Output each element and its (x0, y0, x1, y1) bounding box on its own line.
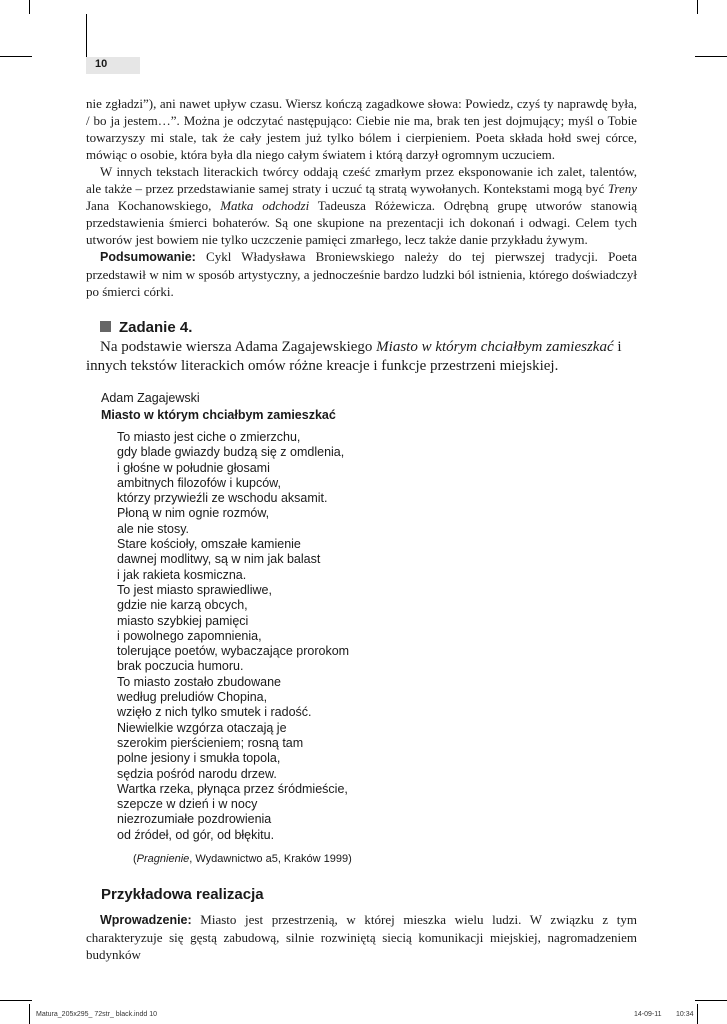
crop-mark (86, 14, 87, 58)
section-heading: Przykładowa realizacja (101, 886, 264, 903)
poem-line: dawnej modlitwy, są w nim jak balast (117, 552, 321, 567)
footer-date: 14-09-11 (634, 1011, 662, 1018)
poem-line: od źródeł, od gór, od błękitu. (117, 827, 275, 842)
poem-line: gdzie nie karzą obcych, (117, 598, 248, 613)
poem-line: brak poczucia humoru. (117, 659, 244, 674)
paragraph-1: nie zgładzi”), ani nawet upływ czasu. Wiersz kończą zagadkowe słowa: Powiedz, czyś ty naprawdę była, / bo ja jestem…”. Można je odczytać następująco: Ciebie nie ma, brak ten jest dojmujący; myśl o Tobie towarzyszy mi stale, tak że cały jestem już tylko bólem i cierpieniem. Poeta składa hołd swej córce, mówiąc o osobie, która była dla niego całym światem i którą darzył ogromnym uczuciem. (86, 96, 637, 162)
task-heading: Zadanie 4. (100, 319, 192, 336)
crop-mark (29, 1004, 30, 1024)
poem-author: Adam Zagajewski (101, 391, 200, 405)
poem-line: To miasto zostało zbudowane (117, 674, 281, 689)
intro-paragraph: Wprowadzenie: Miasto jest przestrzenią, w której mieszka wielu ludzi. W związku z tym charakteryzuje się gęstą zabudową, silnie rozwiniętą siecią komunikacji miejskiej, nagromadzeniem budynków (86, 912, 637, 962)
poem-line: i jak rakieta kosmiczna. (117, 567, 247, 582)
paragraph-2: W innych tekstach literackich twórcy oddają cześć zmarłym przez eksponowanie ich zalet, talentów, ale także – przez przedstawianie samej straty i uczuć tą stratą wywołanych. Kontekstami mogą być Treny Jana Kochanowskiego, Matka odchodzi Tadeusza Różewicza. Odrębną grupę utworów stanowią przedstawienia śmierci bohaterów. Są one skupione na prezentacji ich dokonań i odwagi. Celem tych utworów jest bowiem nie tylko uczczenie pamięci zmarłego, lecz także danie przykładu żywym. (86, 164, 638, 247)
page-number: 10 (95, 58, 108, 70)
square-bullet-icon (100, 321, 111, 332)
poem-line: Płoną w nim ognie rozmów, (117, 506, 270, 521)
poem-line: według preludiów Chopina, (117, 690, 268, 705)
poem-line: niezrozumiałe pozdrowienia (117, 812, 272, 827)
poem-line: którzy przywieźli ze wschodu aksamit. (117, 491, 328, 506)
poem-body (117, 430, 349, 843)
footer-time: 10:34 (676, 1011, 694, 1018)
crop-mark (695, 1000, 727, 1001)
intro-label: Wprowadzenie: (100, 913, 192, 927)
poem-line: tolerujące poetów, wybaczające prorokom (117, 644, 350, 659)
crop-mark (697, 1004, 698, 1024)
crop-mark (695, 56, 727, 57)
poem-line: To miasto jest ciche o zmierzchu, (117, 430, 301, 444)
crop-mark (0, 56, 32, 57)
task-text: Na podstawie wiersza Adama Zagajewskiego Miasto w którym chciałbym zamieszkać i innych tekstów literackich omów różne kreacje i funkcje przestrzeni miejskiej. (86, 339, 622, 374)
intro-prose (86, 95, 637, 300)
summary-paragraph: Podsumowanie: Cykl Władysława Broniewskiego należy do tej pierwszej tradycji. Poeta przedstawił w nim w sposób artystyczny, a jednocześnie bardzo ludzki ból istnienia, którego doświadczył po śmierci córki. (86, 249, 637, 299)
crop-mark (29, 0, 30, 14)
poem-line: szepcze w dzień i w nocy (117, 797, 258, 812)
poem-source: (Pragnienie, Wydawnictwo a5, Kraków 1999) (133, 853, 352, 865)
poem-line: wzięło z nich tylko smutek i radość. (117, 705, 312, 720)
crop-mark (0, 1000, 32, 1001)
footer-filename: Matura_205x295_ 72str_ black.indd 10 (36, 1011, 158, 1018)
poem-line: To jest miasto sprawiedliwe, (117, 582, 272, 597)
poem-line: ale nie stosy. (117, 521, 190, 536)
poem-line: gdy blade gwiazdy budzą się z omdlenia, (117, 445, 345, 460)
poem-line: polne jesiony i smukła topola, (117, 751, 281, 766)
poem-line: ambitnych filozofów i kupców, (117, 475, 281, 490)
crop-mark (697, 0, 698, 14)
poem-line: miasto szybkiej pamięci (117, 613, 249, 628)
poem-line: szerokim pierścieniem; rosną tam (117, 735, 304, 750)
poem-line: Niewielkie wzgórza otaczają je (117, 720, 287, 735)
poem-line: Wartka rzeka, płynąca przez śródmieście, (117, 781, 348, 796)
poem-line: i powolnego zapomnienia, (117, 628, 262, 643)
poem-title: Miasto w którym chciałbym zamieszkać (101, 408, 336, 422)
poem-line: i głośne w południe głosami (117, 460, 270, 475)
summary-label: Podsumowanie: (100, 250, 196, 264)
poem-line: sędzia pośród narodu drzew. (117, 766, 277, 781)
poem-line: Stare kościoły, omszałe kamienie (117, 537, 301, 552)
